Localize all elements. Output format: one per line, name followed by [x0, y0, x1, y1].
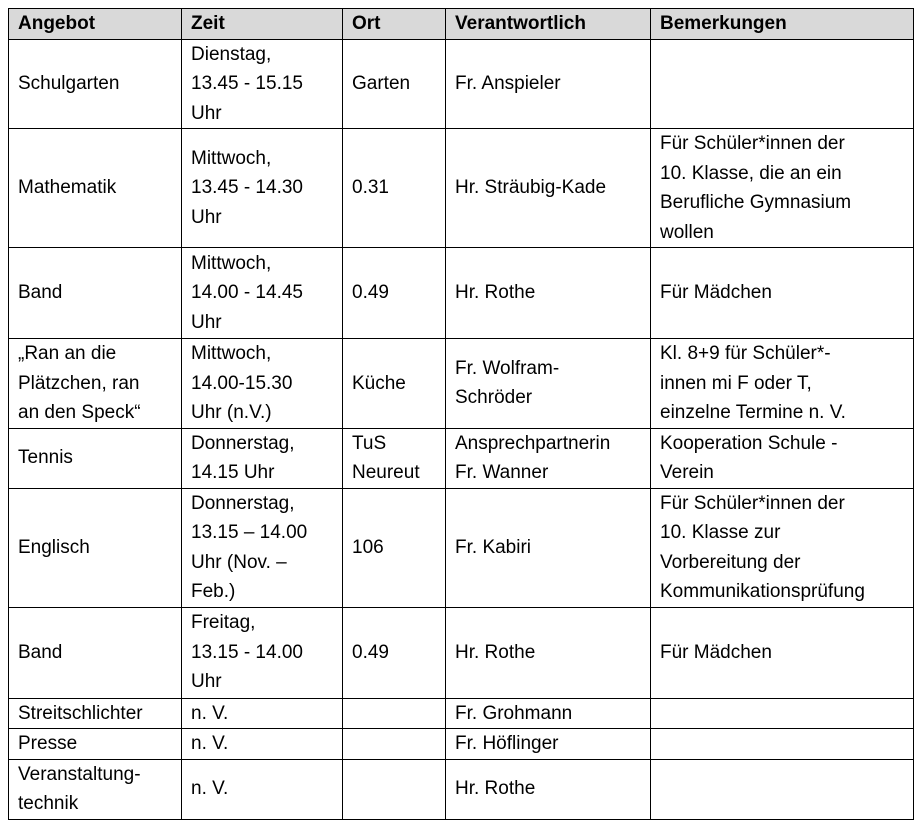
- table-row: [9, 428, 914, 488]
- cell-bemerkungen: [651, 698, 914, 729]
- cell-ort: 106: [343, 488, 446, 607]
- cell-ort: [343, 698, 446, 729]
- cell-bemerkungen: [651, 759, 914, 819]
- cell-bemerkungen: Für Schüler*innen der 10. Klasse, die an ein Berufliche Gymnasium wollen: [651, 129, 914, 248]
- cell-ort: 0.49: [343, 248, 446, 339]
- cell-zeit: Mittwoch, 14.00 - 14.45 Uhr: [182, 248, 343, 339]
- cell-ort: [343, 759, 446, 819]
- cell-angebot: Band: [9, 607, 182, 698]
- header-angebot: Angebot: [9, 9, 182, 40]
- cell-ort: [343, 729, 446, 760]
- cell-ort: TuS Neureut: [343, 428, 446, 488]
- cell-zeit: Mittwoch, 14.00-15.30 Uhr (n.V.): [182, 339, 343, 429]
- cell-angebot: Streitschlichter: [9, 698, 182, 729]
- cell-verantwortlich: Ansprechpartnerin Fr. Wanner: [446, 428, 651, 488]
- cell-bemerkungen: Kl. 8+9 für Schüler*- innen mi F oder T, einzelne Termine n. V.: [651, 339, 914, 429]
- cell-zeit: n. V.: [182, 729, 343, 760]
- cell-bemerkungen: Für Mädchen: [651, 607, 914, 698]
- cell-verantwortlich: Fr. Anspieler: [446, 39, 651, 129]
- cell-verantwortlich: Hr. Sträubig-Kade: [446, 129, 651, 248]
- cell-verantwortlich: Fr. Höflinger: [446, 729, 651, 760]
- header-row: [9, 9, 914, 40]
- cell-angebot: Band: [9, 248, 182, 339]
- cell-zeit: Mittwoch, 13.45 - 14.30 Uhr: [182, 129, 343, 248]
- cell-zeit: n. V.: [182, 698, 343, 729]
- table-row: [9, 607, 914, 698]
- header-ort: Ort: [343, 9, 446, 40]
- cell-angebot: Englisch: [9, 488, 182, 607]
- header-verantwortlich: Verantwortlich: [446, 9, 651, 40]
- cell-ort: Küche: [343, 339, 446, 429]
- cell-zeit: n. V.: [182, 759, 343, 819]
- cell-bemerkungen: Kooperation Schule - Verein: [651, 428, 914, 488]
- cell-angebot: „Ran an die Plätzchen, ran an den Speck“: [9, 339, 182, 429]
- table-row: [9, 488, 914, 607]
- cell-verantwortlich: Fr. Kabiri: [446, 488, 651, 607]
- cell-angebot: Tennis: [9, 428, 182, 488]
- header-zeit: Zeit: [182, 9, 343, 40]
- cell-angebot: Presse: [9, 729, 182, 760]
- cell-ort: 0.31: [343, 129, 446, 248]
- cell-ort: Garten: [343, 39, 446, 129]
- table-row: [9, 698, 914, 729]
- table-row: [9, 729, 914, 760]
- cell-zeit: Freitag, 13.15 - 14.00 Uhr: [182, 607, 343, 698]
- cell-verantwortlich: Hr. Rothe: [446, 248, 651, 339]
- table-row: [9, 759, 914, 819]
- table-row: [9, 39, 914, 129]
- cell-zeit: Donnerstag, 13.15 – 14.00 Uhr (Nov. – Feb.): [182, 488, 343, 607]
- header-bemerkungen: Bemerkungen: [651, 9, 914, 40]
- table-row: [9, 248, 914, 339]
- cell-ort: 0.49: [343, 607, 446, 698]
- cell-angebot: Schulgarten: [9, 39, 182, 129]
- cell-zeit: Dienstag, 13.45 - 15.15 Uhr: [182, 39, 343, 129]
- table-row: [9, 129, 914, 248]
- cell-verantwortlich: Fr. Wolfram- Schröder: [446, 339, 651, 429]
- cell-bemerkungen: [651, 39, 914, 129]
- cell-angebot: Veranstaltung- technik: [9, 759, 182, 819]
- cell-bemerkungen: Für Schüler*innen der 10. Klasse zur Vorbereitung der Kommunikationsprüfung: [651, 488, 914, 607]
- table-row: [9, 339, 914, 429]
- cell-bemerkungen: Für Mädchen: [651, 248, 914, 339]
- cell-verantwortlich: Hr. Rothe: [446, 759, 651, 819]
- cell-angebot: Mathematik: [9, 129, 182, 248]
- cell-zeit: Donnerstag, 14.15 Uhr: [182, 428, 343, 488]
- cell-verantwortlich: Hr. Rothe: [446, 607, 651, 698]
- offers-table: [8, 8, 914, 820]
- cell-verantwortlich: Fr. Grohmann: [446, 698, 651, 729]
- cell-bemerkungen: [651, 729, 914, 760]
